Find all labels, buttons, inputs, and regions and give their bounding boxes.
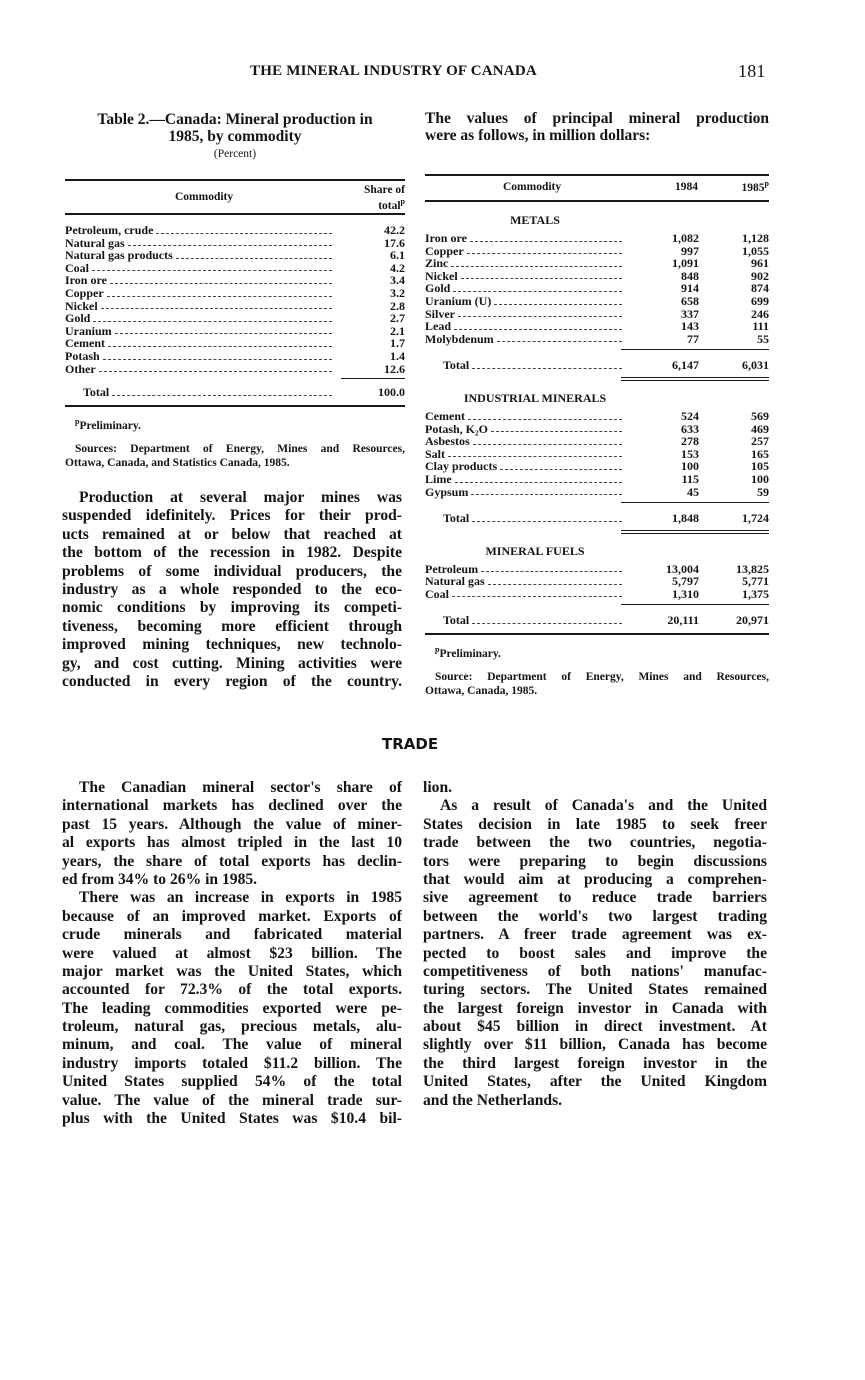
text-line: tors were preparing to begin discussions bbox=[423, 852, 767, 870]
value-1984: 153 bbox=[681, 446, 699, 461]
table-row bbox=[425, 257, 769, 270]
table-row bbox=[425, 460, 769, 473]
double-rule bbox=[621, 377, 769, 381]
text-line: past 15 years. Although the value of miner- bbox=[62, 815, 402, 833]
commodity-name: Total bbox=[443, 613, 470, 628]
value-1985: 1,724 bbox=[742, 511, 769, 526]
commodity-name: Lime bbox=[425, 471, 452, 486]
text-line: The leading commodities exported were pe- bbox=[62, 999, 402, 1017]
text-line: improved mining techniques, new technolo- bbox=[62, 636, 402, 654]
commodity-name: Asbestos bbox=[425, 434, 470, 449]
value-1985: 20,971 bbox=[736, 613, 769, 628]
dot-leader bbox=[454, 329, 622, 330]
table-unit: (Percent) bbox=[213, 148, 257, 160]
table-header bbox=[425, 176, 769, 200]
footnote bbox=[75, 415, 405, 433]
trade-heading: TRADE bbox=[382, 735, 439, 753]
value-1985: 1,055 bbox=[742, 243, 769, 258]
value-1985: 105 bbox=[751, 459, 769, 474]
value-1984: 1,091 bbox=[672, 256, 699, 271]
table-row bbox=[425, 320, 769, 333]
table-2-caption bbox=[65, 111, 405, 160]
text-line: pected to boost sales and improve the bbox=[423, 944, 767, 962]
dot-leader bbox=[467, 253, 622, 254]
rule bbox=[65, 213, 405, 215]
value-1984: 658 bbox=[681, 293, 699, 308]
commodity-name: Gold bbox=[425, 281, 451, 296]
value-1984: 100 bbox=[681, 459, 699, 474]
table-row bbox=[65, 386, 405, 399]
commodity-name: Gypsum bbox=[425, 484, 469, 499]
value-1984: 1,848 bbox=[672, 511, 699, 526]
text-line: As a result of Canada's and the United bbox=[440, 797, 767, 815]
table-row bbox=[65, 249, 405, 262]
table-row bbox=[425, 575, 769, 588]
commodity-name: Natural gas products bbox=[65, 248, 173, 263]
text-line: crude minerals and fabricated material bbox=[62, 926, 402, 944]
share-value: 4.2 bbox=[390, 260, 405, 275]
production-values-table bbox=[425, 174, 769, 698]
commodity-name: Coal bbox=[425, 586, 449, 601]
value-1985: 874 bbox=[751, 281, 769, 296]
paragraph bbox=[62, 779, 402, 889]
value-1984: 524 bbox=[681, 408, 699, 423]
dot-leader bbox=[110, 283, 332, 284]
commodity-name: Nickel bbox=[425, 268, 458, 283]
value-1984: 1,310 bbox=[672, 586, 699, 601]
table-row bbox=[425, 435, 769, 448]
dot-leader bbox=[112, 395, 332, 396]
col-1984: 1984 bbox=[675, 181, 698, 193]
sources-line: Sources: Department of Energy, Mines and Resources, bbox=[75, 442, 405, 455]
text-line: United States supplied 54% of the total bbox=[62, 1073, 402, 1091]
table-row bbox=[65, 224, 405, 237]
double-rule bbox=[621, 530, 769, 534]
value-1985: 961 bbox=[751, 256, 769, 271]
footnote-mark: p bbox=[75, 416, 80, 426]
commodity-name: Clay products bbox=[425, 459, 498, 474]
commodity-name: Petroleum, crude bbox=[65, 223, 154, 237]
share-value: 12.6 bbox=[384, 361, 405, 376]
col-1985-label: 1985 bbox=[741, 181, 765, 194]
value-1984: 45 bbox=[687, 484, 699, 499]
commodity-name: Total bbox=[443, 358, 470, 373]
dot-leader bbox=[92, 270, 332, 271]
text-line: years, the share of total exports has declin- bbox=[62, 852, 402, 870]
value-1985: 165 bbox=[751, 446, 769, 461]
value-1984: 1,082 bbox=[672, 231, 699, 245]
table-row bbox=[425, 359, 769, 372]
col-share-line: total bbox=[378, 199, 401, 212]
text-line: industry imports totaled $11.2 billion. The bbox=[62, 1054, 402, 1072]
intro-line: were as follows, in million dollars: bbox=[425, 127, 651, 144]
value-1985: 111 bbox=[752, 319, 769, 334]
preliminary-mark: p bbox=[764, 179, 769, 188]
text-line: minum, and coal. The value of mineral bbox=[62, 1036, 402, 1054]
text-line: nomic conditions by improving its competi- bbox=[62, 599, 402, 617]
sum-rule bbox=[341, 378, 405, 379]
text-line: slightly over $11 billion, Canada has become bbox=[423, 1036, 767, 1054]
text-line: were valued at almost $23 billion. The bbox=[62, 944, 402, 962]
col-commodity: Commodity bbox=[503, 181, 562, 193]
footnote bbox=[435, 643, 769, 661]
paragraph bbox=[423, 797, 767, 1110]
table-row bbox=[425, 614, 769, 627]
text-line: al exports has almost tripled in the last 10 bbox=[62, 834, 402, 852]
text-line: problems of some individual producers, the bbox=[62, 562, 402, 580]
table-row bbox=[65, 325, 405, 338]
value-1984: 5,797 bbox=[672, 574, 699, 589]
commodity-name: Iron ore bbox=[65, 273, 107, 288]
text-line: The Canadian mineral sector's share of bbox=[79, 779, 402, 796]
text-line: States decision in late 1985 to seek freer bbox=[423, 815, 767, 833]
table-row bbox=[425, 270, 769, 283]
rule bbox=[65, 405, 405, 407]
value-1985: 13,825 bbox=[736, 561, 769, 576]
table-row bbox=[425, 232, 769, 245]
share-value: 2.8 bbox=[390, 298, 405, 313]
running-title: THE MINERAL INDUSTRY OF CANADA bbox=[250, 63, 537, 79]
table-row bbox=[65, 337, 405, 350]
commodity-name: Gold bbox=[65, 311, 91, 326]
commodity-name: Uranium bbox=[65, 323, 112, 338]
trade-left-column bbox=[62, 779, 402, 1128]
text-line: about $45 billion in direct investment. At bbox=[423, 1018, 767, 1036]
table-row bbox=[425, 473, 769, 486]
footnote-mark: p bbox=[435, 645, 440, 655]
value-1984: 848 bbox=[681, 268, 699, 283]
value-1985: 902 bbox=[751, 268, 769, 283]
text-line: plus with the United States was $10.4 bil- bbox=[62, 1110, 402, 1128]
commodity-name: Uranium (U) bbox=[425, 293, 492, 308]
dot-leader bbox=[500, 469, 622, 470]
value-1985: 699 bbox=[751, 293, 769, 308]
source-line: Ottawa, Canada, 1985. bbox=[425, 684, 538, 697]
dot-leader bbox=[488, 584, 622, 585]
table-row bbox=[65, 262, 405, 275]
value-1985: 6,031 bbox=[742, 358, 769, 373]
value-1984: 143 bbox=[681, 319, 699, 334]
dot-leader bbox=[472, 521, 622, 522]
share-value: 3.2 bbox=[390, 285, 405, 300]
dot-leader bbox=[452, 596, 622, 597]
dot-leader bbox=[468, 419, 622, 420]
table-row bbox=[425, 512, 769, 525]
table-row bbox=[425, 410, 769, 423]
dot-leader bbox=[103, 359, 332, 360]
table-section bbox=[425, 544, 769, 627]
text-line: the third largest foreign investor in the bbox=[423, 1054, 767, 1072]
commodity-name: Silver bbox=[425, 306, 455, 321]
text-line: the bottom of the recession in 1982. Despite bbox=[62, 544, 402, 562]
commodity-name: Natural gas bbox=[65, 235, 125, 250]
share-value: 2.1 bbox=[390, 323, 405, 338]
value-1985: 100 bbox=[751, 471, 769, 486]
commodity-name: Copper bbox=[425, 243, 464, 258]
table-section bbox=[425, 213, 769, 381]
caption-line: 1985, by commodity bbox=[168, 128, 302, 145]
dot-leader bbox=[472, 368, 622, 369]
sum-rule bbox=[621, 349, 769, 350]
table-row bbox=[425, 308, 769, 321]
table-section bbox=[425, 391, 769, 534]
value-1985: 5,771 bbox=[742, 574, 769, 589]
preliminary-mark: p bbox=[400, 197, 405, 206]
value-1984: 914 bbox=[681, 281, 699, 296]
commodity-name: Salt bbox=[425, 446, 446, 461]
rule bbox=[425, 200, 769, 202]
dot-leader bbox=[448, 456, 622, 457]
table-row bbox=[425, 333, 769, 346]
dot-leader bbox=[101, 308, 332, 309]
value-1984: 77 bbox=[687, 331, 699, 346]
table-row bbox=[65, 312, 405, 325]
dot-leader bbox=[99, 371, 332, 372]
text-line: United States, after the United Kingdom bbox=[423, 1073, 767, 1091]
share-value: 1.4 bbox=[390, 348, 405, 363]
dot-leader bbox=[458, 316, 622, 317]
value-1985: 569 bbox=[751, 408, 769, 423]
dot-leader bbox=[497, 341, 622, 342]
caption-line: Table 2.—Canada: Mineral production in bbox=[97, 111, 373, 128]
table-row bbox=[65, 287, 405, 300]
table-row bbox=[425, 245, 769, 258]
page-number: 181 bbox=[738, 61, 766, 81]
text-line: and the Netherlands. bbox=[423, 1091, 563, 1109]
table-row bbox=[65, 363, 405, 376]
col-share-line: Share of bbox=[364, 184, 405, 196]
value-1984: 633 bbox=[681, 421, 699, 436]
text-line: lion. bbox=[423, 779, 453, 796]
text-line: that would aim at producing a comprehen- bbox=[423, 870, 767, 888]
value-1985: 246 bbox=[751, 306, 769, 321]
dot-leader bbox=[491, 431, 622, 432]
paragraph bbox=[62, 889, 402, 1128]
dot-leader bbox=[93, 321, 332, 322]
section-title: MINERAL FUELS bbox=[485, 543, 585, 558]
text-line: trade between the two countries, negotia- bbox=[423, 834, 767, 852]
text-line: accounted for 72.3% of the total exports. bbox=[62, 981, 402, 999]
footnote-text: Preliminary. bbox=[79, 419, 141, 432]
dot-leader bbox=[115, 333, 332, 334]
table-row bbox=[425, 423, 769, 436]
text-line: value. The value of the mineral trade sur- bbox=[62, 1091, 402, 1109]
text-line: ucts remained at or below that reached at bbox=[62, 525, 402, 543]
commodity-name: Cement bbox=[65, 336, 105, 351]
value-1984: 337 bbox=[681, 306, 699, 321]
dot-leader bbox=[156, 233, 332, 234]
value-1984: 997 bbox=[681, 243, 699, 258]
trade-right-column bbox=[423, 779, 767, 1110]
value-1985: 1,128 bbox=[742, 231, 769, 245]
col-commodity: Commodity bbox=[175, 191, 234, 203]
text-line: because of an improved market. Exports of bbox=[62, 907, 402, 925]
dot-leader bbox=[128, 245, 332, 246]
dot-leader bbox=[451, 266, 622, 267]
commodity-name: Natural gas bbox=[425, 574, 485, 589]
commodity-name: Copper bbox=[65, 285, 104, 300]
text-line: gy, and cost cutting. Mining activities were bbox=[62, 654, 402, 672]
sources-line: Ottawa, Canada, and Statistics Canada, 1985. bbox=[65, 456, 290, 469]
text-line: international markets has declined over the bbox=[62, 797, 402, 815]
value-1985: 59 bbox=[757, 484, 769, 499]
dot-leader bbox=[108, 346, 332, 347]
commodity-name: Molybdenum bbox=[425, 331, 494, 346]
commodity-name: Other bbox=[65, 361, 96, 376]
share-value: 100.0 bbox=[378, 385, 405, 400]
dot-leader bbox=[176, 258, 332, 259]
commodity-name: Total bbox=[83, 385, 110, 400]
rule bbox=[425, 633, 769, 635]
share-value: 42.2 bbox=[384, 223, 405, 237]
dot-leader bbox=[455, 482, 622, 483]
commodity-name: Nickel bbox=[65, 298, 98, 313]
value-1984: 278 bbox=[681, 434, 699, 449]
col-share bbox=[364, 184, 405, 212]
table-row bbox=[425, 588, 769, 601]
dot-leader bbox=[494, 304, 622, 305]
dot-leader bbox=[471, 494, 622, 495]
text-line: major market was the United States, which bbox=[62, 962, 402, 980]
source-line: Source: Department of Energy, Mines and Resources, bbox=[435, 670, 769, 683]
value-1985: 257 bbox=[751, 434, 769, 449]
commodity-name: Total bbox=[443, 511, 470, 526]
commodity-name: Coal bbox=[65, 260, 89, 275]
table-row bbox=[425, 295, 769, 308]
dot-leader bbox=[472, 623, 622, 624]
text-line: tiveness, becoming more efficient through bbox=[62, 617, 402, 635]
share-value: 17.6 bbox=[384, 235, 405, 250]
text-line: Production at several major mines was bbox=[79, 489, 402, 506]
value-1985: 469 bbox=[751, 421, 769, 436]
col-1985 bbox=[742, 179, 769, 194]
production-paragraph bbox=[62, 489, 402, 691]
commodity-name: Cement bbox=[425, 408, 465, 423]
sum-rule bbox=[621, 604, 769, 605]
text-line: turing sectors. The United States remained bbox=[423, 981, 767, 999]
commodity-name: Petroleum bbox=[425, 561, 479, 576]
section-title: METALS bbox=[510, 213, 560, 227]
text-line: industry as a whole responded to the eco- bbox=[62, 580, 402, 598]
share-value: 3.4 bbox=[390, 273, 405, 288]
dot-leader bbox=[473, 444, 622, 445]
section-title: INDUSTRIAL MINERALS bbox=[463, 390, 607, 405]
share-value: 1.7 bbox=[390, 336, 405, 351]
commodity-name: Zinc bbox=[425, 256, 449, 271]
text-line: partners. A freer trade agreement was ex- bbox=[423, 926, 767, 944]
footnote-text: Preliminary. bbox=[439, 647, 501, 660]
value-1985: 55 bbox=[757, 331, 769, 346]
text-line: conducted in every region of the country. bbox=[62, 672, 402, 690]
value-1984: 13,004 bbox=[666, 561, 699, 576]
dot-leader bbox=[107, 296, 332, 297]
text-line: sive agreement to reduce trade barriers bbox=[423, 889, 767, 907]
value-1985: 1,375 bbox=[742, 586, 769, 601]
value-1984: 20,111 bbox=[667, 613, 699, 628]
dot-leader bbox=[453, 291, 622, 292]
table-row bbox=[65, 300, 405, 313]
commodity-name: Potash bbox=[65, 348, 100, 363]
dot-leader bbox=[481, 571, 622, 572]
dot-leader bbox=[470, 241, 622, 242]
intro-line: The values of principal mineral production bbox=[425, 110, 769, 127]
table-row bbox=[65, 350, 405, 363]
text-line: troleum, natural gas, precious metals, alu- bbox=[62, 1018, 402, 1036]
share-value: 6.1 bbox=[390, 248, 405, 263]
text-line: between the world's two largest trading bbox=[423, 907, 767, 925]
commodity-name: Potash, K₂O bbox=[425, 421, 488, 436]
text-line: the largest foreign investor in Canada with bbox=[423, 999, 767, 1017]
production-share-table bbox=[65, 179, 405, 470]
text-line: There was an increase in exports in 1985 bbox=[79, 889, 402, 907]
commodity-name: Lead bbox=[425, 319, 452, 334]
value-1984: 115 bbox=[681, 471, 699, 486]
table-header bbox=[65, 181, 405, 213]
values-intro bbox=[425, 110, 769, 144]
sum-rule bbox=[621, 502, 769, 503]
text-line: ed from 34% to 26% in 1985. bbox=[62, 870, 258, 888]
table-row bbox=[425, 486, 769, 499]
table-row bbox=[65, 274, 405, 287]
text-line: suspended idefinitely. Prices for their prod- bbox=[62, 507, 402, 525]
text-line: competitiveness of both nations' manufac- bbox=[423, 962, 767, 980]
share-value: 2.7 bbox=[390, 311, 405, 326]
value-1984: 6,147 bbox=[672, 358, 699, 373]
dot-leader bbox=[461, 278, 622, 279]
commodity-name: Iron ore bbox=[425, 231, 467, 245]
